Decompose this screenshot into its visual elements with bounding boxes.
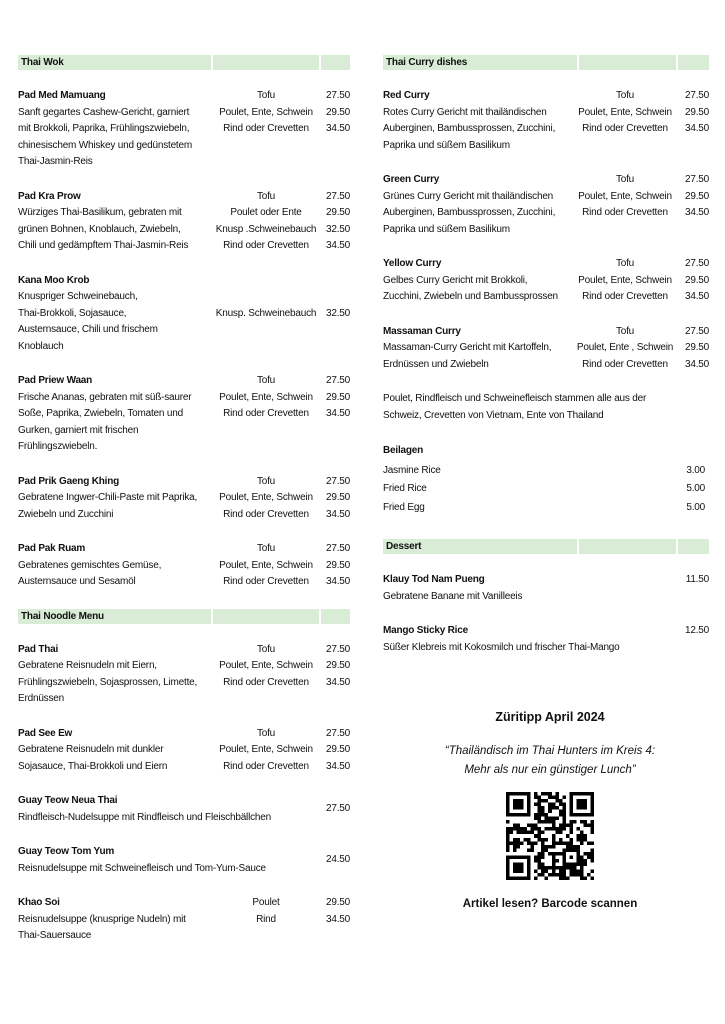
sides-list xyxy=(383,462,709,518)
item-name: Yellow Curry xyxy=(383,258,442,269)
item-price: 27.50 xyxy=(684,90,709,101)
item-variant: Tofu xyxy=(256,727,276,739)
item-description-line: Paprika und süßem Basilikum xyxy=(383,139,510,151)
item-description-line: Thai-Sauersauce xyxy=(18,930,92,941)
menu-item xyxy=(383,256,709,306)
item-variants xyxy=(575,256,675,306)
origin-note xyxy=(383,391,709,424)
item-description-line: Erdnüssen und Zwiebeln xyxy=(383,358,489,370)
section-header-cell xyxy=(678,55,709,70)
item-price: 34.50 xyxy=(325,676,350,688)
item-variant: Rind oder Crevetten xyxy=(582,291,668,302)
item-prices xyxy=(318,895,350,945)
item-text xyxy=(383,172,575,238)
section-header-cell xyxy=(579,539,676,554)
item-variants xyxy=(214,189,318,255)
section-header-cell xyxy=(579,55,676,70)
item-variant: Rind oder Crevetten xyxy=(223,123,309,134)
item-variants xyxy=(214,642,318,708)
item-description-line: Süßer Klebreis mit Kokosmilch und frischer Thai-Mango xyxy=(383,641,620,653)
item-variants xyxy=(214,88,318,171)
item-variant: Rind oder Crevetten xyxy=(223,240,309,251)
right-column xyxy=(383,55,709,674)
item-name: Pad Kra Prow xyxy=(18,190,81,202)
item-name: Pad Med Mamuang xyxy=(18,90,106,101)
item-variants xyxy=(214,474,318,524)
item-price: 29.50 xyxy=(684,190,709,202)
item-price: 29.50 xyxy=(325,391,350,403)
menu-item xyxy=(18,844,350,877)
section-header-cell xyxy=(213,609,319,624)
item-description-line: Gelbes Curry Gericht mit Brokkoli, xyxy=(383,274,528,286)
item-description-line: Gebratene Reisnudeln mit Eiern, xyxy=(18,660,157,671)
item-variants xyxy=(214,541,318,591)
item-variants xyxy=(575,324,675,374)
item-description-line: Rotes Curry Gericht mit thailändischen xyxy=(383,106,547,118)
item-variants xyxy=(214,273,318,356)
section-header-cell xyxy=(321,55,350,70)
item-variant: Poulet, Ente, Schwein xyxy=(219,391,313,403)
side-item xyxy=(383,480,709,499)
item-price: 29.50 xyxy=(325,492,350,503)
item-prices xyxy=(675,88,709,154)
item-description-line: Massaman-Curry Gericht mit Kartoffeln, xyxy=(383,342,552,353)
item-prices xyxy=(318,852,350,869)
item-price: 27.50 xyxy=(325,375,350,386)
menu-item xyxy=(383,324,709,374)
item-name: Khao Soi xyxy=(18,897,60,908)
item-description-line: Austernsauce, Chili und frischem xyxy=(18,324,158,335)
item-description-line: Zwiebeln und Zucchini xyxy=(18,508,114,520)
spacer xyxy=(318,289,350,306)
item-text xyxy=(18,273,214,356)
item-prices xyxy=(318,801,350,818)
item-price: 29.50 xyxy=(325,660,350,671)
item-variant: Poulet, Ente, Schwein xyxy=(578,274,672,286)
item-variant: Poulet, Ente, Schwein xyxy=(219,492,313,503)
item-price: 24.50 xyxy=(325,854,350,865)
item-variant: Poulet xyxy=(252,897,280,908)
item-name: Red Curry xyxy=(383,90,430,101)
item-text xyxy=(18,541,214,591)
item-price: 29.50 xyxy=(684,106,709,118)
item-price: 34.50 xyxy=(325,408,350,419)
item-name: Kana Moo Krob xyxy=(18,274,90,286)
menu-item xyxy=(18,895,350,945)
section-header-cell xyxy=(321,609,350,624)
item-name: Massaman Curry xyxy=(383,325,461,337)
item-name: Guay Teow Tom Yum xyxy=(18,846,115,857)
item-price: 34.50 xyxy=(684,207,709,218)
item-variant: Poulet, Ente, Schwein xyxy=(219,660,313,671)
item-prices xyxy=(318,474,350,524)
item-text xyxy=(18,726,214,776)
item-text xyxy=(383,324,575,374)
item-prices xyxy=(318,273,350,356)
side-name: Jasmine Rice xyxy=(383,464,441,476)
item-price: 29.50 xyxy=(325,897,350,908)
item-variants xyxy=(575,172,675,238)
item-price: 27.50 xyxy=(325,90,350,101)
item-variant: Tofu xyxy=(615,90,635,101)
section-header xyxy=(383,55,709,70)
item-prices xyxy=(318,373,350,456)
item-description-line: Sanft gegartes Cashew-Gericht, garniert xyxy=(18,106,190,118)
menu-item xyxy=(18,642,350,708)
item-text xyxy=(383,623,620,656)
item-variant: Tofu xyxy=(615,174,635,185)
item-text xyxy=(18,844,266,877)
item-description-line: chinesischem Whiskey und gedünstetem xyxy=(18,139,193,151)
item-variant: Rind oder Crevetten xyxy=(582,207,668,218)
menu-item xyxy=(383,88,709,154)
item-prices xyxy=(675,572,709,589)
side-item xyxy=(383,499,709,518)
item-price: 34.50 xyxy=(684,123,709,134)
item-variant: Rind oder Crevetten xyxy=(223,676,309,688)
menu-item xyxy=(18,474,350,524)
item-description-line: Knoblauch xyxy=(18,340,64,352)
item-description-line: Thai-Brokkoli, Sojasauce, xyxy=(18,307,127,319)
note-line: Poulet, Rindfleisch und Schweinefleisch stammen alle aus der xyxy=(383,393,647,404)
side-price: 3.00 xyxy=(686,464,705,476)
menu-item xyxy=(18,273,350,356)
item-variant: Poulet, Ente, Schwein xyxy=(578,106,672,118)
item-price: 27.50 xyxy=(684,325,709,337)
press-promo xyxy=(383,710,717,910)
item-description-line: Zucchini, Zwiebeln und Bambussprossen xyxy=(383,291,558,302)
item-description-line: Knuspriger Schweinebauch, xyxy=(18,291,138,302)
item-price: 27.50 xyxy=(684,258,709,269)
item-price: 34.50 xyxy=(684,358,709,370)
item-name: Green Curry xyxy=(383,174,440,185)
item-variant: Poulet, Ente, Schwein xyxy=(219,744,313,755)
item-price: 32.50 xyxy=(325,223,350,235)
item-name: Pad Pak Ruam xyxy=(18,543,86,554)
item-variant: Poulet, Ente , Schwein xyxy=(576,342,674,353)
item-text xyxy=(383,88,575,154)
item-variants xyxy=(575,88,675,154)
item-description-line: Frühlingszwiebeln. xyxy=(18,441,98,452)
item-description-line: Paprika und süßem Basilikum xyxy=(383,223,510,235)
promo-cta: Artikel lesen? Barcode scannen xyxy=(462,898,638,910)
section-header-cell xyxy=(678,539,709,554)
section-header xyxy=(18,55,350,70)
spacer xyxy=(214,289,318,306)
item-variant: Poulet oder Ente xyxy=(230,207,302,218)
item-name: Pad See Ew xyxy=(18,727,73,739)
left-column xyxy=(18,55,350,963)
item-variant: Tofu xyxy=(256,643,276,655)
item-description-line: Gurken, garniert mit frischen xyxy=(18,424,139,436)
item-variant: Poulet, Ente, Schwein xyxy=(219,559,313,571)
item-price: 34.50 xyxy=(325,123,350,134)
item-prices xyxy=(318,189,350,255)
item-price: 34.50 xyxy=(325,240,350,251)
promo-quote xyxy=(383,742,717,780)
item-name: Mango Sticky Rice xyxy=(383,625,468,636)
section-header xyxy=(18,609,350,624)
item-price: 29.50 xyxy=(325,207,350,218)
item-description-line: Frische Ananas, gebraten mit süß-saurer xyxy=(18,391,192,403)
item-variant: Tofu xyxy=(256,543,276,554)
side-price: 5.00 xyxy=(686,483,705,494)
item-name: Pad Prik Gaeng Khing xyxy=(18,475,120,487)
section-title: Dessert xyxy=(383,539,577,554)
item-prices xyxy=(318,541,350,591)
item-price: 27.50 xyxy=(325,475,350,487)
item-text xyxy=(18,189,214,255)
item-variant: Rind oder Crevetten xyxy=(582,358,668,370)
item-price: 29.50 xyxy=(684,274,709,286)
item-price: 27.50 xyxy=(325,803,350,814)
item-prices xyxy=(675,256,709,306)
item-variant: Rind xyxy=(256,913,276,925)
item-description-line: Rindfleisch-Nudelsuppe mit Rindfleisch und Fleischbällchen xyxy=(18,811,271,823)
item-name: Klauy Tod Nam Pueng xyxy=(383,574,485,585)
item-prices xyxy=(318,642,350,708)
item-text xyxy=(18,895,214,945)
item-variant: Rind oder Crevetten xyxy=(223,408,309,419)
item-variant: Rind oder Crevetten xyxy=(223,508,309,520)
item-price: 29.50 xyxy=(684,342,709,353)
item-prices xyxy=(675,623,709,640)
section-header xyxy=(383,539,709,554)
quote-line: “Thailändisch im Thai Hunters im Kreis 4: xyxy=(444,745,656,757)
side-price: 5.00 xyxy=(686,501,705,513)
quote-line: Mehr als nur ein günstiger Lunch” xyxy=(464,764,636,776)
item-description-line: Gebratene Reisnudeln mit dunkler xyxy=(18,744,164,755)
item-description-line: Thai-Jasmin-Reis xyxy=(18,156,93,167)
item-description-line: grünen Bohnen, Knoblauch, Zwiebeln, xyxy=(18,223,181,235)
item-variant: Knusp. Schweinebauch xyxy=(215,307,317,319)
section-title: Thai Noodle Menu xyxy=(18,609,211,624)
item-price: 27.50 xyxy=(684,174,709,185)
menu-item xyxy=(383,572,709,605)
item-text xyxy=(18,642,214,708)
item-description-line: Gebratenes gemischtes Gemüse, xyxy=(18,559,162,571)
item-prices xyxy=(318,726,350,776)
item-description-line: Würziges Thai-Basilikum, gebraten mit xyxy=(18,207,182,218)
item-price: 27.50 xyxy=(325,727,350,739)
item-text xyxy=(18,88,214,171)
item-text xyxy=(383,572,575,605)
side-name: Fried Rice xyxy=(383,483,427,494)
item-variant: Tofu xyxy=(615,258,635,269)
item-prices xyxy=(675,324,709,374)
item-variant: Poulet, Ente, Schwein xyxy=(578,190,672,202)
item-name: Pad Thai xyxy=(18,643,59,655)
item-variants xyxy=(214,726,318,776)
qr-code[interactable] xyxy=(506,792,594,880)
item-description-line: Auberginen, Bambussprossen, Zucchini, xyxy=(383,123,556,134)
menu-item xyxy=(18,373,350,456)
item-variants xyxy=(214,895,318,945)
item-price: 27.50 xyxy=(325,543,350,554)
item-price: 27.50 xyxy=(325,190,350,202)
item-description-line: Austernsauce und Sesamöl xyxy=(18,576,136,587)
item-name: Pad Priew Waan xyxy=(18,375,93,386)
item-description-line: Sojasauce, Thai-Brokkoli und Eiern xyxy=(18,760,168,772)
item-variant: Tofu xyxy=(256,475,276,487)
item-description-line: Erdnüssen xyxy=(18,693,65,704)
menu-item xyxy=(18,88,350,171)
item-variant: Rind oder Crevetten xyxy=(582,123,668,134)
item-variant: Tofu xyxy=(256,375,276,386)
item-price: 29.50 xyxy=(325,106,350,118)
item-price: 27.50 xyxy=(325,643,350,655)
item-price: 32.50 xyxy=(325,307,350,319)
item-price: 12.50 xyxy=(684,625,709,636)
item-description-line: Reisnudelsuppe mit Schweinefleisch und Tom-Yum-Sauce xyxy=(18,862,266,874)
item-variant: Tofu xyxy=(256,90,276,101)
promo-title: Züritipp April 2024 xyxy=(495,710,605,724)
item-price: 34.50 xyxy=(325,576,350,587)
item-description-line: mit Brokkoli, Paprika, Frühlingszwiebeln, xyxy=(18,123,190,134)
side-name: Fried Egg xyxy=(383,501,425,513)
sides-title: Beilagen xyxy=(383,445,424,456)
spacer xyxy=(318,273,350,290)
menu-item xyxy=(18,726,350,776)
item-variant: Tofu xyxy=(615,325,635,337)
item-variant: Knusp .Schweinebauch xyxy=(215,223,317,235)
section-title: Thai Curry dishes xyxy=(383,55,577,70)
side-item xyxy=(383,462,709,481)
note-line: Schweiz, Crevetten von Vietnam, Ente von Thailand xyxy=(383,409,604,421)
item-text xyxy=(18,474,214,524)
item-variant: Rind oder Crevetten xyxy=(223,576,309,587)
item-price: 11.50 xyxy=(685,574,709,585)
item-variant: Tofu xyxy=(256,190,276,202)
item-price: 34.50 xyxy=(325,760,350,772)
item-description-line: Chili und gedämpftem Thai-Jasmin-Reis xyxy=(18,240,189,251)
item-variant: Poulet, Ente, Schwein xyxy=(219,106,313,118)
item-description-line: Grünes Curry Gericht mit thailändischen xyxy=(383,190,554,202)
section-title: Thai Wok xyxy=(18,55,211,70)
item-prices xyxy=(675,172,709,238)
item-price: 34.50 xyxy=(325,913,350,925)
item-name: Guay Teow Neua Thai xyxy=(18,795,118,806)
item-description-line: Frühlingszwiebeln, Sojasprossen, Limette, xyxy=(18,676,198,688)
item-description-line: Soße, Paprika, Zwiebeln, Tomaten und xyxy=(18,408,183,419)
item-description-line: Gebratene Banane mit Vanilleeis xyxy=(383,590,523,602)
item-description-line: Auberginen, Bambussprossen, Zucchini, xyxy=(383,207,556,218)
item-price: 29.50 xyxy=(325,559,350,571)
item-text xyxy=(18,793,271,826)
item-price: 34.50 xyxy=(325,508,350,520)
menu-item xyxy=(18,541,350,591)
item-description-line: Reisnudelsuppe (knusprige Nudeln) mit xyxy=(18,913,186,925)
menu-item xyxy=(18,793,350,826)
section-header-cell xyxy=(213,55,319,70)
item-text xyxy=(18,373,214,456)
item-variants xyxy=(214,373,318,456)
item-price: 29.50 xyxy=(325,744,350,755)
item-prices xyxy=(318,88,350,171)
menu-item xyxy=(383,623,709,656)
item-description-line: Gebratene Ingwer-Chili-Paste mit Paprika, xyxy=(18,492,198,503)
spacer xyxy=(214,273,318,290)
item-price: 34.50 xyxy=(684,291,709,302)
item-text xyxy=(383,256,575,306)
menu-item xyxy=(383,172,709,238)
menu-item xyxy=(18,189,350,255)
item-variant: Rind oder Crevetten xyxy=(223,760,309,772)
